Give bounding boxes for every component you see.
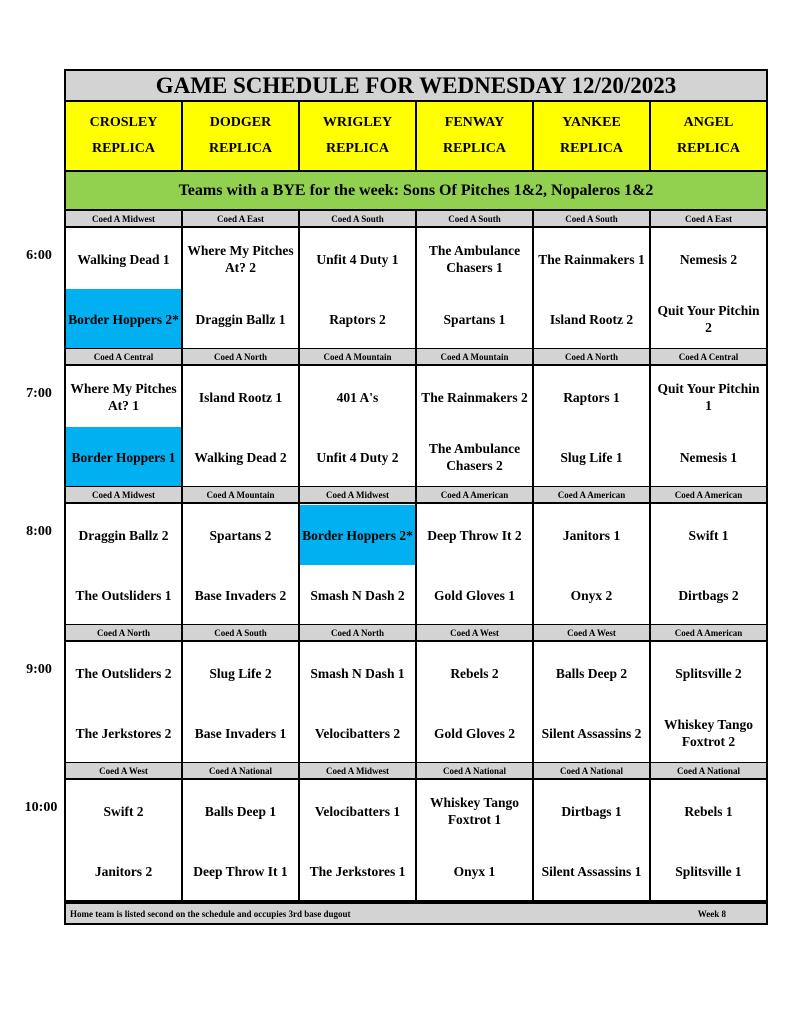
away-team: Rebels 2 bbox=[450, 665, 499, 681]
footer-bar bbox=[66, 902, 766, 923]
away-team: Walking Dead 1 bbox=[77, 251, 170, 267]
division-label: Coed A American bbox=[651, 487, 766, 504]
home-team: The Jerkstores 1 bbox=[309, 863, 406, 879]
division-label: Coed A North bbox=[300, 625, 415, 642]
away-team: Balls Deep 1 bbox=[204, 803, 277, 819]
column-divider bbox=[298, 211, 300, 900]
home-team: Base Invaders 1 bbox=[194, 725, 287, 741]
home-team: Island Rootz 2 bbox=[549, 311, 634, 327]
division-label: Coed A East bbox=[651, 211, 766, 228]
home-team: Gold Gloves 2 bbox=[433, 725, 515, 741]
field-name: WRIGLEY bbox=[322, 115, 393, 130]
home-team: Border Hoppers 2* bbox=[66, 289, 181, 349]
division-label: Coed A American bbox=[417, 487, 532, 504]
away-team: Where My Pitches At? 2 bbox=[187, 243, 294, 275]
division-label: Coed A Midwest bbox=[66, 487, 181, 504]
home-team: Raptors 2 bbox=[329, 311, 386, 327]
home-team: Border Hoppers 1 bbox=[66, 427, 181, 487]
field-header-angel bbox=[651, 102, 766, 172]
home-team: Onyx 1 bbox=[453, 863, 496, 879]
away-team: Swift 1 bbox=[688, 527, 729, 543]
field-name: YANKEE bbox=[562, 115, 621, 130]
column-divider bbox=[532, 102, 534, 172]
division-label: Coed A Midwest bbox=[66, 211, 181, 228]
division-label: Coed A South bbox=[534, 211, 649, 228]
home-team: Gold Gloves 1 bbox=[433, 587, 515, 603]
field-name: ANGEL bbox=[683, 115, 734, 130]
away-team: Slug Life 2 bbox=[209, 665, 272, 681]
division-label: Coed A Mountain bbox=[417, 349, 532, 366]
home-team: Janitors 2 bbox=[94, 863, 153, 879]
division-label: Coed A East bbox=[183, 211, 298, 228]
away-team: Splitsville 2 bbox=[675, 665, 742, 681]
away-team: The Rainmakers 2 bbox=[421, 389, 528, 405]
division-label: Coed A National bbox=[417, 763, 532, 780]
field-name: DODGER bbox=[209, 115, 272, 130]
field-header-fenway bbox=[417, 102, 532, 172]
division-label: Coed A South bbox=[300, 211, 415, 228]
division-label: Coed A West bbox=[66, 763, 181, 780]
time-label: 6:00 bbox=[26, 248, 52, 263]
away-team: The Outsliders 2 bbox=[75, 665, 172, 681]
division-label: Coed A Central bbox=[66, 349, 181, 366]
field-type: REPLICA bbox=[559, 141, 623, 156]
bye-banner: Teams with a BYE for the week: Sons Of Pitches 1&2, Nopaleros 1&2 bbox=[66, 172, 766, 211]
home-team-note: Home team is listed second on the schedule and occupies 3rd base dugout bbox=[70, 908, 351, 919]
away-team: Quit Your Pitchin 1 bbox=[657, 381, 760, 413]
column-divider bbox=[649, 102, 651, 172]
home-team: Velocibatters 2 bbox=[314, 725, 401, 741]
away-team: Velocibatters 1 bbox=[314, 803, 401, 819]
time-label: 9:00 bbox=[26, 662, 52, 677]
division-label: Coed A North bbox=[534, 349, 649, 366]
away-team: Whiskey Tango Foxtrot 1 bbox=[430, 795, 519, 827]
home-team: Unfit 4 Duty 2 bbox=[316, 449, 399, 465]
division-label: Coed A Mountain bbox=[300, 349, 415, 366]
schedule-title: GAME SCHEDULE FOR WEDNESDAY 12/20/2023 bbox=[66, 71, 766, 102]
home-team: Dirtbags 2 bbox=[678, 587, 739, 603]
away-team: Raptors 1 bbox=[563, 389, 620, 405]
slot-divider bbox=[66, 900, 766, 902]
home-team: The Ambulance Chasers 2 bbox=[428, 441, 521, 473]
away-team: Rebels 1 bbox=[684, 803, 733, 819]
home-team: The Outsliders 1 bbox=[75, 587, 172, 603]
field-header-crosley bbox=[66, 102, 181, 172]
column-divider bbox=[532, 211, 534, 900]
division-label: Coed A National bbox=[534, 763, 649, 780]
column-divider bbox=[181, 211, 183, 900]
home-team: Silent Assassins 1 bbox=[541, 863, 642, 879]
home-team: Base Invaders 2 bbox=[194, 587, 287, 603]
division-label: Coed A National bbox=[651, 763, 766, 780]
home-team: The Jerkstores 2 bbox=[75, 725, 172, 741]
home-team: Slug Life 1 bbox=[560, 449, 623, 465]
division-label: Coed A South bbox=[417, 211, 532, 228]
home-team: Whiskey Tango Foxtrot 2 bbox=[664, 717, 753, 749]
home-team: Silent Assassins 2 bbox=[541, 725, 642, 741]
away-team: Where My Pitches At? 1 bbox=[70, 381, 177, 413]
home-team: Smash N Dash 2 bbox=[310, 587, 405, 603]
column-divider bbox=[649, 211, 651, 900]
column-divider bbox=[415, 102, 417, 172]
column-divider bbox=[415, 211, 417, 900]
division-label: Coed A West bbox=[534, 625, 649, 642]
division-label: Coed A Midwest bbox=[300, 487, 415, 504]
column-divider bbox=[181, 102, 183, 172]
time-label: 8:00 bbox=[26, 524, 52, 539]
field-type: REPLICA bbox=[676, 141, 740, 156]
home-team: Draggin Ballz 1 bbox=[195, 311, 286, 327]
home-team: Walking Dead 2 bbox=[194, 449, 287, 465]
division-label: Coed A South bbox=[183, 625, 298, 642]
column-divider bbox=[298, 102, 300, 172]
division-label: Coed A Midwest bbox=[300, 763, 415, 780]
division-label: Coed A North bbox=[183, 349, 298, 366]
away-team: Deep Throw It 2 bbox=[427, 527, 522, 543]
division-label: Coed A National bbox=[183, 763, 298, 780]
away-team: Nemesis 2 bbox=[679, 251, 738, 267]
home-team: Nemesis 1 bbox=[679, 449, 738, 465]
time-label: 7:00 bbox=[26, 386, 52, 401]
division-label: Coed A American bbox=[651, 625, 766, 642]
division-label: Coed A Central bbox=[651, 349, 766, 366]
schedule-table bbox=[64, 69, 768, 925]
field-header-yankee bbox=[534, 102, 649, 172]
away-team: Spartans 2 bbox=[209, 527, 272, 543]
week-label: Week 8 bbox=[697, 908, 726, 919]
away-team: Smash N Dash 1 bbox=[310, 665, 405, 681]
field-header-dodger bbox=[183, 102, 298, 172]
field-type: REPLICA bbox=[208, 141, 272, 156]
field-name: FENWAY bbox=[444, 115, 505, 130]
division-label: Coed A Mountain bbox=[183, 487, 298, 504]
division-label: Coed A American bbox=[534, 487, 649, 504]
home-team: Onyx 2 bbox=[570, 587, 613, 603]
away-team: Swift 2 bbox=[103, 803, 144, 819]
away-team: The Rainmakers 1 bbox=[538, 251, 645, 267]
field-type: REPLICA bbox=[442, 141, 506, 156]
field-type: REPLICA bbox=[91, 141, 155, 156]
division-label: Coed A North bbox=[66, 625, 181, 642]
field-type: REPLICA bbox=[325, 141, 389, 156]
time-label: 10:00 bbox=[24, 800, 58, 815]
home-team: Quit Your Pitchin 2 bbox=[657, 303, 760, 335]
home-team: Spartans 1 bbox=[443, 311, 506, 327]
field-name: CROSLEY bbox=[89, 115, 158, 130]
away-team: Unfit 4 Duty 1 bbox=[316, 251, 399, 267]
home-team: Deep Throw It 1 bbox=[193, 863, 288, 879]
away-team: Janitors 1 bbox=[562, 527, 621, 543]
field-header-wrigley bbox=[300, 102, 415, 172]
away-team: 401 A's bbox=[336, 389, 379, 405]
away-team: Dirtbags 1 bbox=[561, 803, 622, 819]
away-team: Border Hoppers 2* bbox=[300, 505, 415, 565]
away-team: Island Rootz 1 bbox=[198, 389, 283, 405]
away-team: Balls Deep 2 bbox=[555, 665, 628, 681]
away-team: Draggin Ballz 2 bbox=[78, 527, 169, 543]
away-team: The Ambulance Chasers 1 bbox=[428, 243, 521, 275]
home-team: Splitsville 1 bbox=[675, 863, 742, 879]
division-label: Coed A West bbox=[417, 625, 532, 642]
